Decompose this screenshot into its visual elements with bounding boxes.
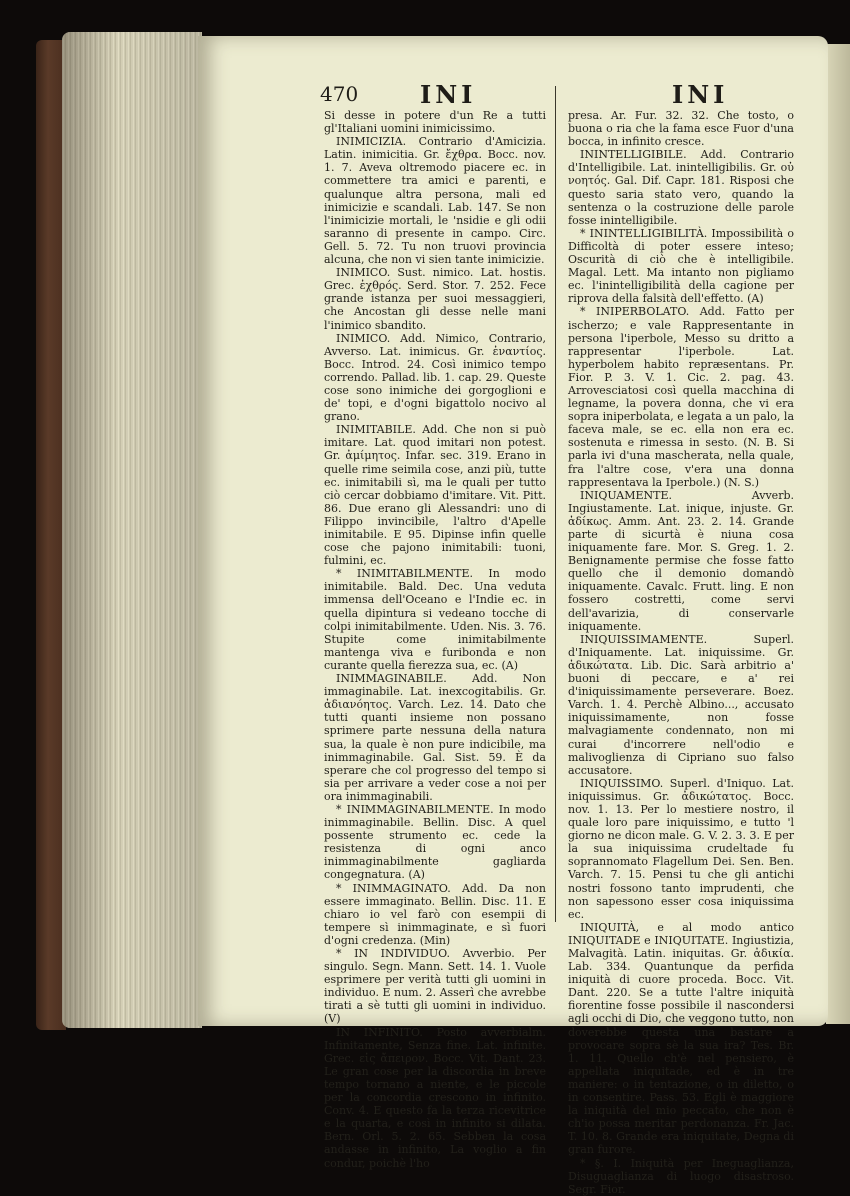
dictionary-entry: IN INFINITO. Posto avverbialm. Infinitamente, Senza fine. Lat. infinite. Grec. εἰς ἄπειρον. Bocc. Vit. Dant. 23. Le gran cose per la discordia in breve tempo tornano a niente, e le piccole per la concordia crescono in infinito. Conv. 4. E questo fa la terza ricevitrice e la quarta, e così in infinito si dilata. Bern. Orl. 5. 2. 65. Sebben la cosa andasse in infinito, La voglio a fin condur, poichè l'ho [324, 1025, 546, 1170]
guide-word-left: INI [420, 80, 477, 109]
dictionary-entry: INIQUISSIMO. Superl. d'Iniquo. Lat. iniquissimus. Gr. ἀδικώτατος. Bocc. nov. 1. 13. Per lo mestiere nostro, il quale loro pare iniquissimo, e tutto 'l giorno ne dicon male. G. V. 2. 3. 3. E per la sua iniquissima crudeltade fu soprannomato Flagellum Dei. Sen. Ben. Varch. 7. 15. Pensi tu che gli antichi nostri fossono tanto imprudenti, che non sapessono esser cosa iniquissima ec. [568, 776, 794, 921]
dictionary-entry: INIMMAGINABILE. Add. Non immaginabile. Lat. inexcogitabilis. Gr. ἀδιανόητος. Varch. Lez. 14. Dato che tutti quanti insieme non possano sprimere parte nessuna della natura sua, la quale è non pure indicibile, ma inimmaginabile. Gal. Sist. 59. È da sperare che col progresso del tempo si sia per arrivare a veder cose a noi per ora inimmaginabili. [324, 672, 546, 803]
page-edges-shadow [62, 32, 202, 1028]
dictionary-entry: INIMICO. Add. Nimico, Contrario, Avverso. Lat. inimicus. Gr. ἐναντίος. Bocc. Introd. 24. Così inimico tempo correndo. Pallad. lib. 1. cap. 29. Queste cose sono inimiche dei gorgoglioni e de' topi, e d'ogni bigattolo nocivo al grano. [324, 331, 546, 424]
dictionary-entry: INIMICIZIA. Contrario d'Amicizia. Latin. inimicitia. Gr. ἔχθρα. Bocc. nov. 1. 7. Aveva oltremodo piacere ec. in commettere tra amici e parenti, e qualunque altra persona, mali ed inimicizie e scandali. Lab. 147. Se non l'inimicizie mortali, le 'nsidie e gli odii saranno di presente in campo. Circ. Gell. 5. 72. Tu non truovi provincia alcuna, che non vi sien tante inimicizie. [324, 135, 546, 267]
dictionary-entry: ININTELLIGIBILE. Add. Contrario d'Intelligibile. Lat. inintelligibilis. Gr. οὐ νοητός. Gal. Dif. Capr. 181. Risposi che questo saria stato vero, quando la sentenza o la costruzione delle parole fosse inintelligibile. [568, 148, 794, 227]
dictionary-entry: * INIMMAGINABILMENTE. In modo inimmaginabile. Bellin. Disc. A quel possente strumento ec. cede la resistenza di ogni anco inimmaginabilmente gagliarda congegnatura. (A) [324, 802, 546, 882]
column-divider [555, 86, 556, 922]
next-page-edge [826, 44, 850, 1024]
left-column [324, 109, 546, 1170]
dictionary-entry: * INIMMAGINATO. Add. Da non essere immaginato. Bellin. Disc. 11. E chiaro io vel farò con esempii di tempere sì inimmaginate, e sì fuori d'ogni credenza. (Min) [324, 881, 546, 947]
dictionary-entry: * ININTELLIGIBILITÀ. Impossibilità o Difficoltà di poter essere inteso; Oscurità di ciò che è intelligibile. Magal. Lett. Ma intanto non pigliamo ec. l'inintelligibilità della cagione per riprova della falsità dell'effetto. (A) [568, 226, 794, 306]
dictionary-entry: INIQUAMENTE. Avverb. Ingiustamente. Lat. inique, injuste. Gr. ἀδίκως. Amm. Ant. 23. 2. 14. Grande parte di sicurtà è niuna cosa iniquamente fare. Mor. S. Greg. 1. 2. Benignamente permise che fosse fatto quello che il demonio domandò iniquamente. Cavalc. Frutt. ling. E non fossero costretti, come servi dell'avarizia, di conservarle iniquamente. [568, 488, 794, 633]
dictionary-entry: INIQUISSIMAMENTE. Superl. d'Iniquamente. Lat. iniquissime. Gr. ἀδικώτατα. Lib. Dic. Sarà arbitrio a' buoni di peccare, e a' rei d'iniquissimamente perseverare. Boez. Varch. 1. 4. Perchè Albino..., accusato iniquissimamente, non fosse malvagiamente condennato, non mi curai d'incorrere nell'odio e malivoglienza di Cipriano suo falso accusatore. [568, 632, 794, 777]
dictionary-entry: Si desse in potere d'un Re a tutti gl'Italiani uomini inimicissimo. [324, 109, 546, 136]
dictionary-entry: INIQUITÀ, e al modo antico INIQUITADE e INIQUITATE. Ingiustizia, Malvagità. Latin. iniquitas. Gr. ἀδικία. Lab. 334. Quantunque da perfida iniquità di cuore proceda. Bocc. Vit. Dant. 220. Se a tutte l'altre iniquità fiorentine fosse possibile il nascondersi agli occhi di Dio, che veggono tutto, non doverebbe questa una bastare a provocare sopra sè la sua ira? Tes. Br. 1. 11. Quello ch'è nel pensiero, è appellata iniquitade, ed è in tre maniere: o in tentazione, o in diletto, o in consentire. Pass. 53. Egli è maggiore la iniquità del mio peccato, che non è ch'io possa meritar perdonanza. Fr. Jac. T. 10. 8. Grande era iniquitate, Degna di gran furore. [568, 920, 794, 1157]
dictionary-entry: * §. I. Iniquità per Ineguaglianza, Disuguaglianza di luogo disastroso. Segr. Fior. [568, 1156, 794, 1196]
page-number: 470 [320, 82, 359, 106]
dictionary-entry: INIMITABILE. Add. Che non si può imitare. Lat. quod imitari non potest. Gr. ἀμίμητος. Infar. sec. 319. Erano in quelle rime seimila cose, anzi più, tutte ec. inimitabili sì, ma le quali per tutto ciò cercar dobbiamo d'imitare. Vit. Pitt. 86. Due erano gli Alessandri: uno di Filippo invincibile, l'altro d'Apelle inimitabile. E 95. Dipinse infin quelle cose che pajono inimitabili: tuoni, fulmini, ec. [324, 423, 546, 568]
dictionary-entry: presa. Ar. Fur. 32. 32. Che tosto, o buona o ria che la fama esce Fuor d'una bocca, in infinito cresce. [568, 109, 794, 149]
guide-word-right: INI [672, 80, 729, 109]
dictionary-entry: INIMICO. Sust. nimico. Lat. hostis. Grec. ἐχθρός. Serd. Stor. 7. 252. Fece grande istanza per suoi messaggieri, che Ancostan gli desse nelle mani l'inimico sbandito. [324, 266, 546, 332]
dictionary-entry: * IN INDIVIDUO. Avverbio. Per singulo. Segn. Mann. Sett. 14. 1. Vuole esprimere per verità tutti gli uomini in individuo. E num. 2. Asserì che avrebbe tirati a sè tutti gli uomini in individuo. (V) [324, 947, 546, 1026]
dictionary-entry: * INIPERBOLATO. Add. Fatto per ischerzo; e vale Rappresentante in persona l'iperbole, Messo su dritto a rappresentar l'iperbole. Lat. hyperbolem habito repræsentans. Pr. Fior. P. 3. V. 1. Cic. 2. pag. 43. Arrovesciatosi così quella macchina di legname, la povera donna, che vi era sopra iniperbolata, e legata a un palo, la faceva male, se ec. ella non era ec. sostenuta e rimessa in sesto. (N. B. Si parla ivi d'una mascherata, nella quale, fra l'altre cose, v'era una donna rappresentava la Iperbole.) (N. S.) [568, 305, 794, 489]
right-column [568, 109, 794, 1196]
dictionary-entry: * INIMITABILMENTE. In modo inimitabile. Bald. Dec. Una veduta immensa dell'Oceano e l'Indie ec. in quella dipintura si vedeano tocche di colpi inimitabilmente. Uden. Nis. 3. 76. Stupite come inimitabilmente mantenga viva e furibonda e non curante quella fierezza sua, ec. (A) [324, 567, 546, 672]
